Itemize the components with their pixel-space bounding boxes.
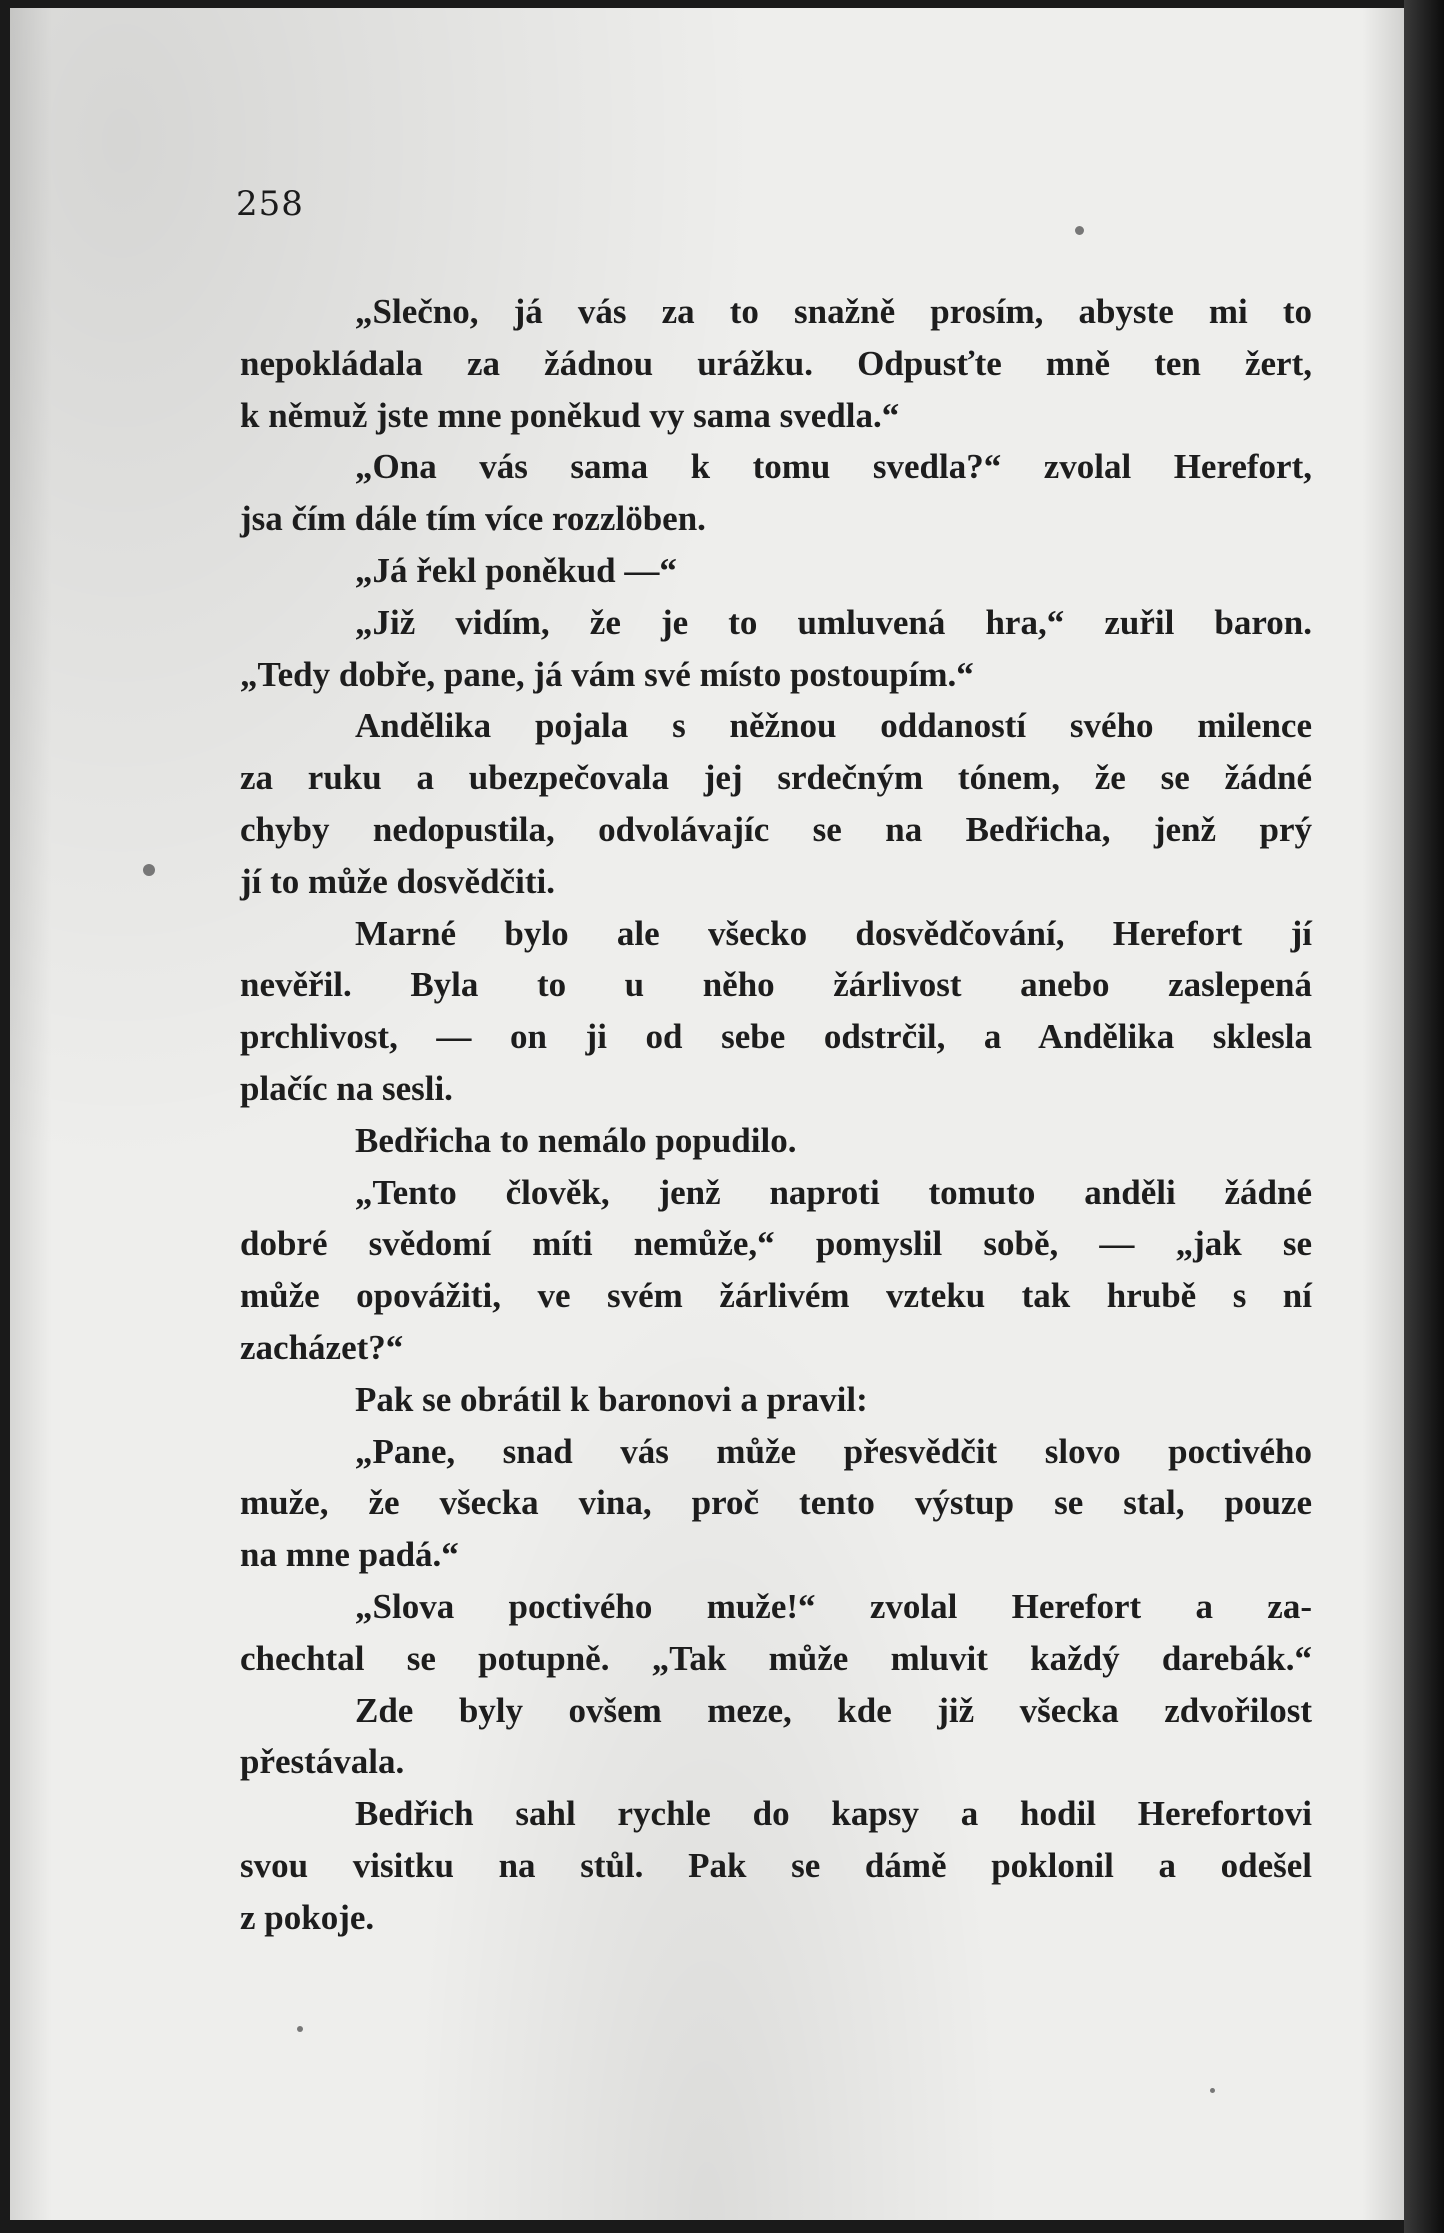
text-line: „Již vidím, že je to umluvená hra,“ zuřil baron. <box>355 602 1312 642</box>
text-line: chechtal se potupně. „Tak může mluvit každý darebák.“ <box>240 1638 1312 1678</box>
text-line: k němuž jste mne poněkud vy sama svedla.“ <box>240 395 900 435</box>
text-line: „Ona vás sama k tomu svedla?“ zvolal Herefort, <box>355 447 1312 487</box>
text-line: Bedřich sahl rychle do kapsy a hodil Herefortovi <box>355 1794 1312 1834</box>
book-page <box>10 8 1404 2220</box>
text-line: zacházet?“ <box>240 1327 404 1367</box>
text-line: Bedřicha to nemálo popudilo. <box>355 1120 797 1160</box>
text-line: Andělika pojala s něžnou oddaností svého milence <box>355 706 1312 746</box>
text-line: nevěřil. Byla to u něho žárlivost anebo zaslepená <box>240 965 1312 1005</box>
text-line: „Já řekl poněkud —“ <box>355 550 677 590</box>
paper-speck <box>1075 226 1084 235</box>
text-line: prchlivost, — on ji od sebe odstrčil, a Andělika sklesla <box>240 1017 1312 1057</box>
text-line: může opovážiti, ve svém žárlivém vzteku tak hrubě s ní <box>240 1276 1312 1316</box>
text-line: „Pane, snad vás může přesvědčit slovo poctivého <box>355 1431 1312 1471</box>
text-line: „Tento člověk, jenž naproti tomuto anděli žádné <box>355 1172 1312 1212</box>
paper-speck <box>297 2026 303 2032</box>
text-line: z pokoje. <box>240 1897 375 1937</box>
text-line: „Slečno, já vás za to snažně prosím, abyste mi to <box>355 292 1312 331</box>
book-spine-shadow <box>1404 0 1444 2233</box>
text-line: nepokládala za žádnou urážku. Odpusťte mně ten žert, <box>240 343 1312 383</box>
page-number: 258 <box>236 184 304 224</box>
text-line: svou visitku na stůl. Pak se dámě poklonil a odešel <box>240 1845 1312 1885</box>
text-line: chyby nedopustila, odvolávajíc se na Bedřicha, jenž prý <box>240 809 1312 849</box>
text-line: za ruku a ubezpečovala jej srdečným tónem, že se žádné <box>240 758 1312 798</box>
text-line: dobré svědomí míti nemůže,“ pomyslil sobě, — „jak se <box>240 1224 1312 1264</box>
text-line: „Tedy dobře, pane, já vám své místo postoupím.“ <box>240 654 974 694</box>
text-line: Pak se obrátil k baronovi a pravil: <box>355 1379 868 1419</box>
text-line: jí to může dosvědčiti. <box>240 861 555 901</box>
text-line: muže, že všecka vina, proč tento výstup se stal, pouze <box>240 1483 1312 1523</box>
text-line: jsa čím dále tím více rozzlöben. <box>240 499 706 539</box>
text-line: Marné bylo ale všecko dosvědčování, Herefort jí <box>355 913 1312 953</box>
text-line: „Slova poctivého muže!“ zvolal Herefort a za- <box>355 1586 1312 1626</box>
page-text <box>240 286 1312 1944</box>
paper-speck <box>143 864 155 876</box>
text-line: na mne padá.“ <box>240 1535 459 1575</box>
text-line: Zde byly ovšem meze, kde již všecka zdvořilost <box>355 1690 1312 1730</box>
text-line: plačíc na sesli. <box>240 1068 453 1108</box>
paper-speck <box>1210 2088 1215 2093</box>
text-line: přestávala. <box>240 1742 405 1782</box>
